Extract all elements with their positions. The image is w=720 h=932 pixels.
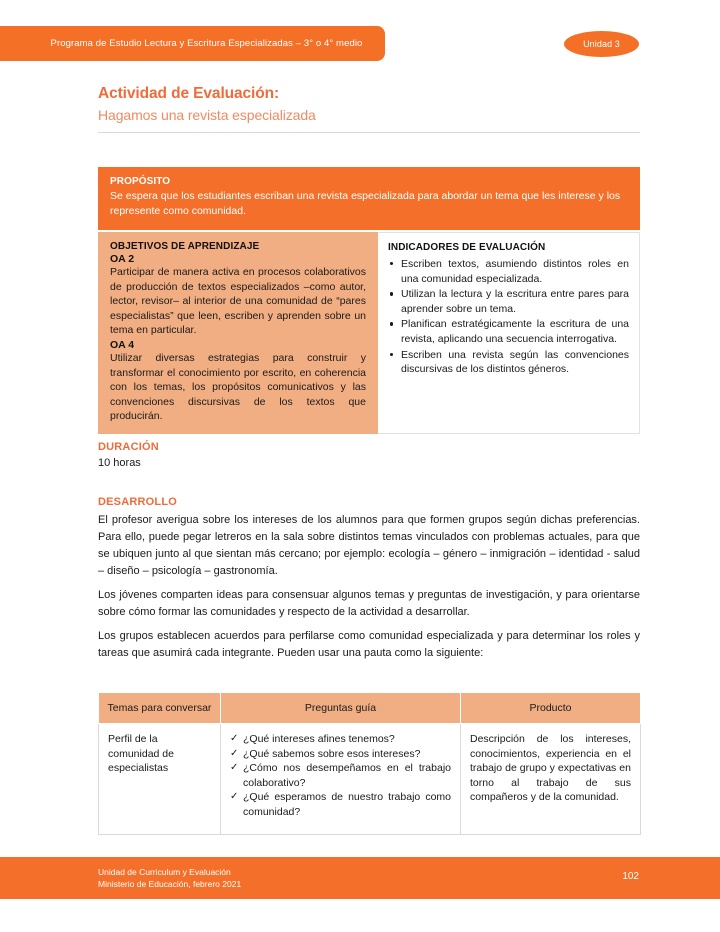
unit-badge-label: Unidad 3 xyxy=(583,39,620,49)
pregunta-text: ¿Qué esperamos de nuestro trabajo como comunidad? xyxy=(243,791,451,818)
objetivos-indicadores-row xyxy=(98,232,640,434)
indicadores-column xyxy=(378,232,640,434)
indicador-text: Planifican estratégicamente la escritura de una revista, aplicando una secuencia interrogativa. xyxy=(401,318,629,345)
pregunta-text: ¿Cómo nos desempeñamos en el trabajo colaborativo? xyxy=(243,762,451,789)
bullet-dot-icon xyxy=(390,262,393,265)
unit-badge xyxy=(564,31,639,57)
desarrollo-paragraph-1: El profesor averigua sobre los intereses de los alumnos para que formen grupos según dichas preferencias. Para ello, puede pegar letreros en la sala sobre distintos temas vinculados con problemas actuales, para que se ubiquen junto al que sientan más cercano; por ejemplo: ecología – género – inmigración – identidad - salud – diseño – psicología – gastronomía. xyxy=(98,514,640,577)
proposito-label: PROPÓSITO xyxy=(110,176,171,187)
program-header-label: Programa de Estudio Lectura y Escritura Especializadas – 3° o 4° medio xyxy=(50,38,363,49)
check-icon: ✓ xyxy=(230,733,239,744)
preguntas-check-list xyxy=(230,732,451,820)
desarrollo-heading: DESARROLLO xyxy=(98,496,177,508)
footer-org-text xyxy=(98,866,241,890)
proposito-box xyxy=(98,167,640,230)
table-header-row xyxy=(99,693,641,724)
desarrollo-paragraph-3: Los grupos establecen acuerdos para perfilarse como comunidad especializada y para determinar los roles y tareas que asumirá cada integrante. Pueden usar una pauta como la siguiente: xyxy=(98,630,640,659)
indicador-text: Escriben textos, asumiendo distintos roles en una comunidad especializada. xyxy=(401,258,629,285)
pauta-table-body xyxy=(99,724,641,835)
list-item xyxy=(388,287,629,316)
check-icon: ✓ xyxy=(230,762,239,774)
list-item xyxy=(388,257,629,286)
footer-line-1: Unidad de Curriculum y Evaluación xyxy=(98,867,231,877)
proposito-text: Se espera que los estudiantes escriban una revista especializada para abordar un tema que les interese y los represente como comunidad. xyxy=(110,190,621,217)
list-item xyxy=(230,761,451,790)
bullet-dot-icon xyxy=(390,353,393,356)
page-subtitle: Hagamos una revista especializada xyxy=(98,107,316,123)
list-item xyxy=(388,348,629,377)
objetivos-label: OBJETIVOS DE APRENDIZAJE xyxy=(110,241,260,252)
check-icon: ✓ xyxy=(230,791,239,803)
oa-text-1: Participar de manera activa en procesos colaborativos de producción de textos especializados –como autor, lector, revisor– al interior de una comunidad de “pares especialistas” que leen, escriben y aprenden sobre un tema en particular. xyxy=(110,266,366,337)
pregunta-text: ¿Qué sabemos sobre esos intereses? xyxy=(243,747,421,760)
list-item xyxy=(388,317,629,346)
indicadores-label: INDICADORES DE EVALUACIÓN xyxy=(388,242,546,253)
indicador-text: Escriben una revista según las convenciones discursivas de los distintos géneros. xyxy=(401,348,629,376)
cell-producto: Descripción de los intereses, conocimientos, experiencia en el trabajo de grupo y expectativas en torno al trabajo de sus compañeros y de la comunidad. xyxy=(461,724,641,835)
check-icon: ✓ xyxy=(230,747,239,759)
indicador-text: Utilizan la lectura y la escritura entre pares para aprender sobre un tema. xyxy=(401,288,629,315)
cell-preguntas xyxy=(221,724,461,835)
desarrollo-paragraph-2: Los jóvenes comparten ideas para consensuar algunos temas y preguntas de investigación, y para orientarse sobre cómo formar las comunidades y respecto de la actividad a desarrollar. xyxy=(98,589,640,618)
indicadores-list xyxy=(388,257,629,377)
column-header-temas: Temas para conversar xyxy=(99,693,221,724)
objetivos-column xyxy=(98,232,378,434)
column-header-preguntas: Preguntas guía xyxy=(221,693,461,724)
page-footer xyxy=(0,857,720,899)
pauta-table xyxy=(98,692,641,835)
page-title: Actividad de Evaluación: xyxy=(98,85,280,102)
column-header-producto: Producto xyxy=(461,693,641,724)
pregunta-text: ¿Qué intereses afines tenemos? xyxy=(243,733,395,745)
footer-line-2: Ministerio de Educación, febrero 2021 xyxy=(98,879,242,889)
program-header-bar xyxy=(0,26,385,61)
table-row xyxy=(99,724,641,835)
duracion-value: 10 horas xyxy=(98,457,141,469)
page-title-block xyxy=(98,84,640,133)
duracion-heading: DURACIÓN xyxy=(98,441,159,453)
bullet-dot-icon xyxy=(390,322,393,325)
list-item xyxy=(230,790,451,819)
oa-code-2: OA 4 xyxy=(110,338,135,351)
title-divider xyxy=(98,132,640,133)
page-number: 102 xyxy=(622,871,639,882)
pauta-table-head xyxy=(99,693,641,724)
list-item xyxy=(230,732,451,747)
cell-tema: Perfil de la comunidad de especialistas xyxy=(99,724,221,835)
oa-code-1: OA 2 xyxy=(110,253,135,265)
list-item xyxy=(230,747,451,762)
oa-text-2: Utilizar diversas estrategias para construir y transformar el conocimiento por escrito, en coherencia con los temas, los propósitos comunicativos y las convenciones discursivas de los textos que producirán. xyxy=(110,351,366,423)
bullet-dot-icon xyxy=(390,292,393,295)
